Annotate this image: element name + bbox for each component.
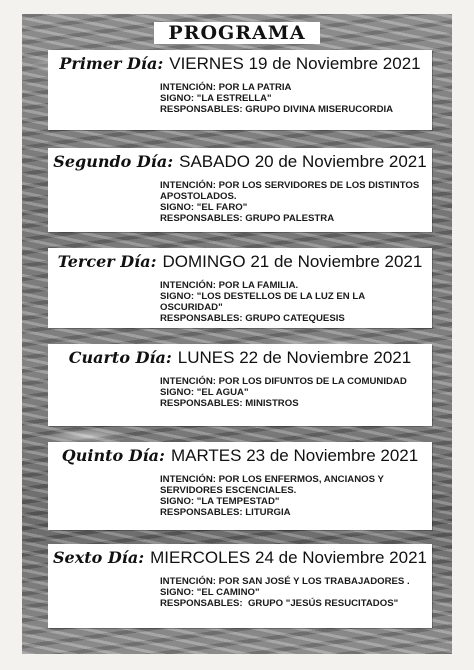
day-card-3 (48, 248, 432, 328)
day-name: Cuarto Día: (68, 348, 172, 367)
program-sheet (22, 14, 452, 654)
responsibles-line: RESPONSABLES: LITURGIA (160, 507, 291, 518)
intention-line: INTENCIÓN: POR LOS ENFERMOS, ANCIANOS Y (160, 474, 384, 485)
day-details (160, 474, 426, 518)
day-name: Sexto Día: (53, 548, 145, 567)
responsibles-line: RESPONSABLES: GRUPO DIVINA MISERUCORDIA (160, 104, 394, 115)
sign-line: SIGNO: "LA TEMPESTAD" (160, 496, 280, 507)
day-date: SABADO 20 de Noviembre 2021 (179, 152, 427, 171)
day-details (160, 576, 426, 609)
responsibles-line: RESPONSABLES: GRUPO "JESÚS RESUCITADOS" (160, 598, 399, 609)
day-date: LUNES 22 de Noviembre 2021 (177, 348, 412, 367)
responsibles-line: RESPONSABLES: GRUPO PALESTRA (160, 213, 335, 224)
day-details (160, 180, 426, 224)
day-card-4 (48, 344, 432, 426)
day-details (160, 376, 426, 409)
day-name: Primer Día: (59, 54, 164, 73)
day-date: DOMINGO 21 de Noviembre 2021 (162, 252, 423, 271)
day-date: VIERNES 19 de Noviembre 2021 (169, 54, 421, 73)
day-card-5 (48, 442, 432, 530)
sign-line: SIGNO: "EL CAMINO" (160, 587, 260, 598)
sign-line: SIGNO: "LA ESTRELLA" (160, 93, 272, 104)
sign-line: SIGNO: "LOS DESTELLOS DE LA LUZ EN LA OSCURIDAD" (160, 291, 368, 313)
day-details (160, 82, 426, 115)
intention-line-cont: SERVIDORES ESCENCIALES. (160, 485, 297, 496)
sign-line: SIGNO: "EL FARO" (160, 202, 248, 213)
day-card-6 (48, 544, 432, 628)
page-title: PROGRAMA (154, 22, 319, 44)
day-date: MARTES 23 de Noviembre 2021 (170, 446, 419, 465)
intention-line: INTENCIÓN: POR LOS SERVIDORES DE LOS DISTINTOS (160, 180, 420, 191)
intention-line: INTENCIÓN: POR LA PATRIA (160, 82, 292, 93)
intention-line: INTENCIÓN: POR SAN JOSÉ Y LOS TRABAJADORES . (160, 576, 410, 587)
day-name: Segundo Día: (53, 152, 174, 171)
responsibles-line: RESPONSABLES: MINISTROS (160, 398, 299, 409)
responsibles-line: RESPONSABLES: GRUPO CATEQUESIS (160, 313, 345, 324)
day-name: Tercer Día: (57, 252, 157, 271)
day-card-2 (48, 148, 432, 232)
day-date: MIERCOLES 24 de Noviembre 2021 (150, 548, 427, 567)
day-details (160, 280, 426, 324)
sign-line: SIGNO: "EL AGUA" (160, 387, 249, 398)
intention-line: INTENCIÓN: POR LOS DIFUNTOS DE LA COMUNIDAD (160, 376, 407, 387)
day-name: Quinto Día: (61, 446, 165, 465)
title-wrap (22, 22, 452, 44)
intention-line-cont: APOSTOLADOS. (160, 191, 237, 202)
intention-line: INTENCIÓN: POR LA FAMILIA. (160, 280, 299, 291)
day-card-1 (48, 50, 432, 130)
